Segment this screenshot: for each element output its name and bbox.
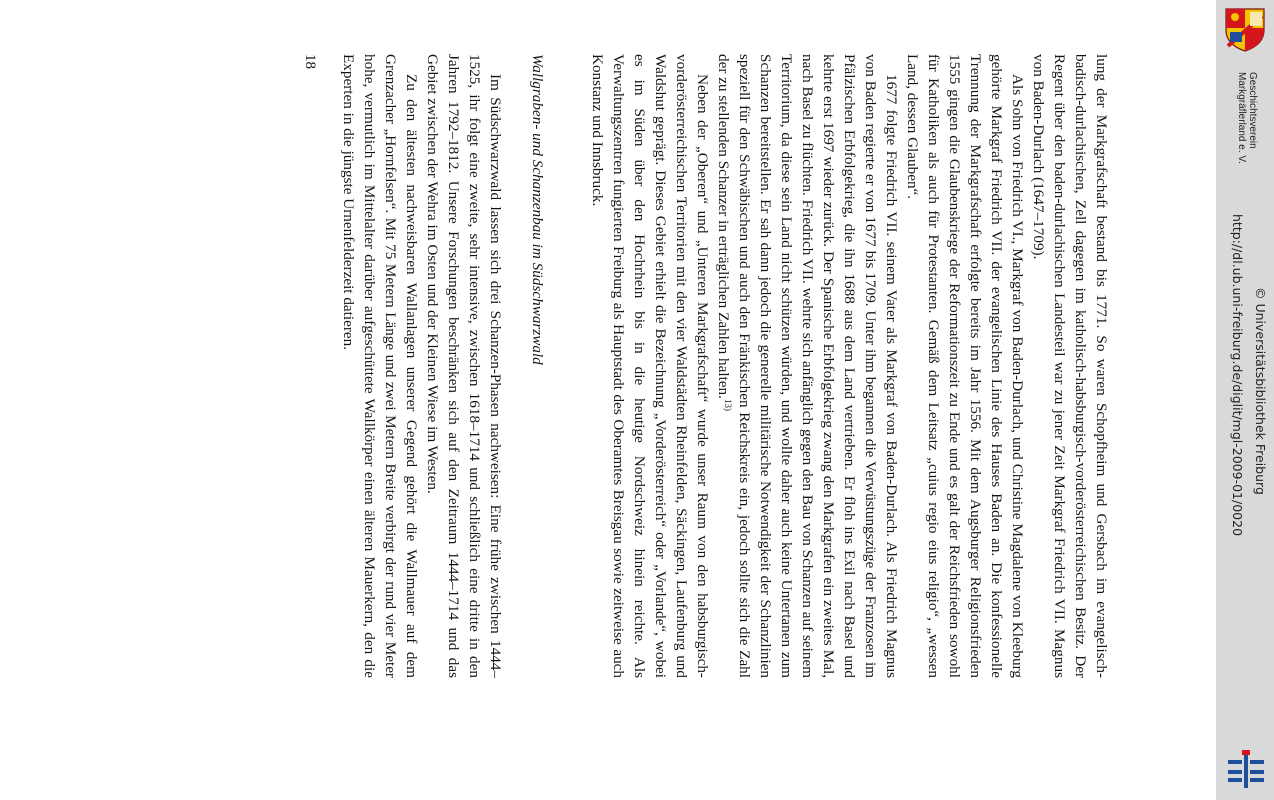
library-copyright: © Universitätsbibliothek Freiburg <box>1253 287 1268 495</box>
paragraph-2: Als Sohn von Friedrich VI., Markgraf von Baden-Durlach, und Christine Magdalene von Kleeburg gehörte Markgraf Friedrich VII. der evangelischen Linie des Hauses Baden an. Die konfessionelle Trennung der Markgrafschaft erfolgte bereits im Jahr 1556. Mit dem Augsburger Religionsfrieden 1555 gingen die Glaubenskriege der Reformationszeit zu Ende und es galt der Reichsfrieden sowohl für Katholiken als auch für Protestanten. Gemäß dem Leitsatz „cuius regio eius religio“, „wessen Land, dessen Glauben“. <box>904 54 1026 678</box>
page-text <box>299 54 1112 678</box>
document-url[interactable]: http://dl.ub.uni-freiburg.de/diglit/mgl-2009-01/0020 <box>1230 214 1245 537</box>
society-crest-icon <box>1222 6 1268 52</box>
paragraph-3 <box>713 54 902 678</box>
paragraph-3-text: 1677 folgte Friedrich VII. seinem Vater als Markgraf von Baden-Durlach. Als Friedrich Magnus von Baden regierte er von 1677 bis 1709. Unter ihm begannen die Verwüstungszüge der Franzosen im Pfälzischen Erbfolgekrieg, die ihn 1688 aus dem Land vertrieben. Er floh ins Exil nach Basel und kehrte erst 1697 wieder zurück. Der Spanische Erbfolgekrieg zwang den Markgrafen ein zweites Mal, nach Basel zu flüchten. Friedrich VII. wehrte sich anfänglich gegen den Bau von Schanzen auf seinem Territorium, da diese sein Land nicht schützen würden, und wollte daher auch keine Untertanen zum Schanzen bereitstellen. Er sah dann jedoch die generelle militärische Notwendigkeit der Schanzlinien speziell für den Schwäbischen und auch den Fränkischen Reichskreis ein, jedoch sollte sich die Zahl der zu stellenden Schanzer in erträglichen Zahlen halten. <box>715 54 900 678</box>
section-heading: Wallgraben- und Schanzenbau im Südschwarzwald <box>529 54 546 365</box>
footnote-ref: 13) <box>723 398 734 411</box>
university-logo-icon <box>1226 748 1266 792</box>
society-line-2: Markgräflerland e. V. <box>1236 72 1247 164</box>
society-line-1: Geschichtsverein <box>1247 72 1258 149</box>
society-name <box>1236 72 1258 164</box>
paragraph-4: Neben der „Oberen“ und „Unteren Markgrafschaft“ wurde unser Raum von den habsburgisch-vorderösterreichischen Territorien mit den vier Waldstädten Rheinfelden, Säckingen, Laufenburg und Waldshut geprägt. Dieses Gebiet erhielt die Bezeichnung „Vorderösterreich“ oder „Vorlande“, wobei es im Süden über den Hochrhein bis in die heutige Nordschweiz hinein reichte. Als Verwaltungszentren fungierten Freiburg als Hauptstadt des Oberamtes Breisgau sowie zeitweise auch Konstanz und Innsbruck. <box>589 54 711 678</box>
page-number: 18 <box>302 54 318 69</box>
paragraph-5: Im Südschwarzwald lassen sich drei Schanzen-Phasen nachweisen: Eine frühe zwischen 1444–1525, ihr folgt eine zweite, sehr intensive, zwischen 1618–1714 und schließlich eine dritte in den Jahren 1792–1812. Unsere Forschungen beschränken sich auf den Zeitraum 1444–1714 und das Gebiet zwischen der Wehra im Osten und der Kleinen Wiese im Westen. <box>424 54 504 678</box>
paragraph-6: Zu den ältesten nachweisbaren Wallanlagen unserer Gegend gehört die Wallmauer auf dem Grenzacher „Hornfelsen“. Mit 75 Metern Länge und zwei Metern Breite verbirgt der rund vier Meter hohe, vermutlich im Mittelalter darüber aufgeschüttete Wallkörper einen älteren Mauerkern, den die Experten in die jüngste Urnenfelderzeit datieren. <box>340 54 420 678</box>
paragraph-1: lung der Markgrafschaft bestand bis 1771. So waren Schopfheim und Gersbach im evangelisch-badisch-durlachischen, Zell dagegen im katholisch-habsburgisch-vorderösterreichischen Besitz. Der Regent über den baden-durlachischen Landesteil war zu jener Zeit Markgraf Friedrich VII. Magnus von Baden-Durlach (1647–1709). <box>1030 54 1110 678</box>
